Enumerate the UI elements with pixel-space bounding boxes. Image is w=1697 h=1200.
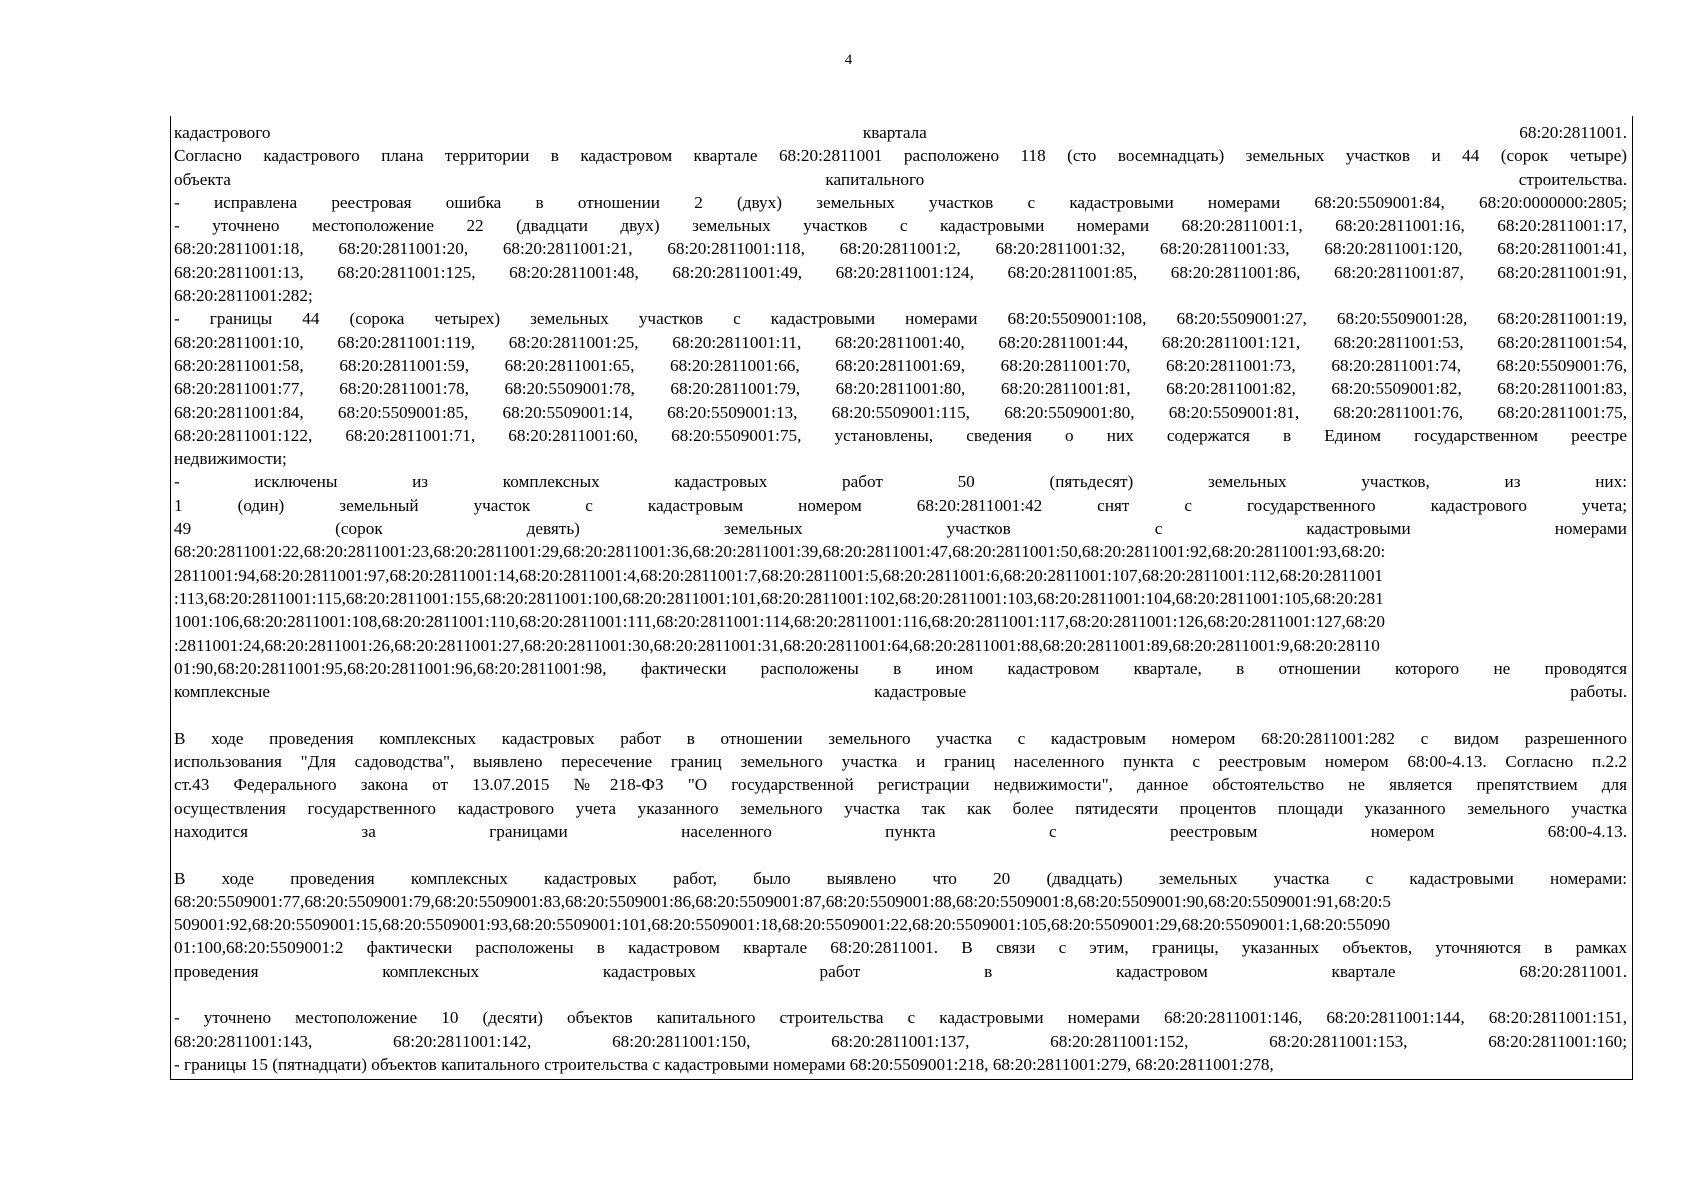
text-line: использования "Для садоводства", выявлено пересечение границ земельного участка и границ населенного пункта с реестровым номером 68:00-4.13. Согласно п.2.2 [174, 752, 1627, 772]
text-line: 1 (один) земельный участок с кадастровым номером 68:20:2811001:42 снят с государственного кадастрового учета; [174, 495, 1627, 515]
text-line: В ходе проведения комплексных кадастровых работ, было выявлено что 20 (двадцать) земельных участка с кадастровыми номерами: [174, 868, 1627, 888]
text-line: кадастрового квартала 68:20:2811001. [174, 123, 1627, 142]
text-line: - границы 44 (сорока четырех) земельных участков с кадастровыми номерами 68:20:5509001:108, 68:20:5509001:27, 68:20:5509001:28, 68:20:2811001:19, [174, 309, 1627, 329]
text-line: - исправлена реестровая ошибка в отношении 2 (двух) земельных участков с кадастровыми номерами 68:20:5509001:84, 68:20:0000000:2805; [174, 192, 1627, 212]
text-line: 68:20:2811001:18, 68:20:2811001:20, 68:20:2811001:21, 68:20:2811001:118, 68:20:2811001:2, 68:20:2811001:32, 68:20:2811001:33, 68:20:2811001:120, 68:20:2811001:41, [174, 239, 1627, 259]
text-line: 509001:92,68:20:5509001:15,68:20:5509001:93,68:20:5509001:101,68:20:5509001:18,68:20:5509001:22,68:20:5509001:105,68:20:5509001:29,68:20:5509001:1,68:20:55090 [174, 915, 1391, 935]
text-line: - уточнено местоположение 22 (двадцати двух) земельных участков с кадастровыми номерами 68:20:2811001:1, 68:20:2811001:16, 68:20:2811001:17, [174, 216, 1627, 236]
text-line: - уточнено местоположение 10 (десяти) объектов капитального строительства с кадастровыми номерами 68:20:2811001:146, 68:20:2811001:144, 68:20:2811001:151, [174, 1008, 1627, 1028]
text-line: - границы 15 (пятнадцати) объектов капитального строительства с кадастровыми номерами 68:20:5509001:218, 68:20:2811001:279, 68:20:2811001:278, [174, 1054, 1274, 1074]
text-line: 01:100,68:20:5509001:2 фактически расположены в кадастровом квартале 68:20:2811001. В связи с этим, границы, указанных объектов, уточняются в рамках [174, 938, 1627, 958]
text-line: 68:20:2811001:77, 68:20:2811001:78, 68:20:5509001:78, 68:20:2811001:79, 68:20:2811001:80, 68:20:2811001:81, 68:20:2811001:82, 68:20:5509001:82, 68:20:2811001:83, [174, 379, 1627, 399]
text-line: 01:90,68:20:2811001:95,68:20:2811001:96,68:20:2811001:98, фактически расположены в ином кадастровом квартале, в отношении которого не проводятся [174, 658, 1627, 678]
text-line: осуществления государственного кадастрового учета указанного земельного участка так как более пятидесяти процентов площади указанного земельного участка [174, 798, 1627, 818]
text-line: недвижимости; [174, 449, 287, 469]
text-line: 68:20:2811001:58, 68:20:2811001:59, 68:20:2811001:65, 68:20:2811001:66, 68:20:2811001:69, 68:20:2811001:70, 68:20:2811001:73, 68:20:2811001:74, 68:20:5509001:76, [174, 355, 1627, 375]
text-line: 68:20:2811001:22,68:20:2811001:23,68:20:2811001:29,68:20:2811001:36,68:20:2811001:39,68:20:2811001:47,68:20:2811001:50,68:20:2811001:92,68:20:2811001:93,68:20: [174, 542, 1386, 562]
text-line: проведения комплексных кадастровых работ в кадастровом квартале 68:20:2811001. [174, 961, 1627, 981]
blank-line [174, 703, 1627, 726]
text-line: комплексные кадастровые работы. [174, 682, 1627, 702]
text-line: 68:20:2811001:10, 68:20:2811001:119, 68:20:2811001:25, 68:20:2811001:11, 68:20:2811001:40, 68:20:2811001:44, 68:20:2811001:121, 68:20:2811001:53, 68:20:2811001:54, [174, 332, 1627, 352]
blank-line [174, 843, 1627, 866]
text-line: - исключены из комплексных кадастровых работ 50 (пятьдесят) земельных участков, из них: [174, 472, 1627, 492]
text-line: Согласно кадастрового плана территории в кадастровом квартале 68:20:2811001 расположено 118 (сто восемнадцать) земельных участков и 44 (сорок четыре) [174, 146, 1627, 166]
text-line: 68:20:2811001:122, 68:20:2811001:71, 68:20:2811001:60, 68:20:5509001:75, установлены, сведения о них содержатся в Едином государственном реестре [174, 425, 1627, 445]
document-body [174, 121, 1627, 1076]
text-line: 68:20:2811001:143, 68:20:2811001:142, 68:20:2811001:150, 68:20:2811001:137, 68:20:2811001:152, 68:20:2811001:153, 68:20:2811001:160; [174, 1031, 1627, 1051]
blank-line [174, 983, 1627, 1006]
text-line: находится за границами населенного пункта с реестровым номером 68:00-4.13. [174, 821, 1627, 841]
text-line: 68:20:2811001:84, 68:20:5509001:85, 68:20:5509001:14, 68:20:5509001:13, 68:20:5509001:115, 68:20:5509001:80, 68:20:5509001:81, 68:20:2811001:76, 68:20:2811001:75, [174, 402, 1627, 422]
text-line: 68:20:2811001:282; [174, 286, 313, 306]
text-line: 68:20:5509001:77,68:20:5509001:79,68:20:5509001:83,68:20:5509001:86,68:20:5509001:87,68:20:5509001:88,68:20:5509001:8,68:20:5509001:90,68:20:5509001:91,68:20:5 [174, 891, 1391, 911]
text-line: :113,68:20:2811001:115,68:20:2811001:155,68:20:2811001:100,68:20:2811001:101,68:20:2811001:102,68:20:2811001:103,68:20:2811001:104,68:20:2811001:105,68:20:281 [174, 588, 1384, 608]
text-line: 1001:106,68:20:2811001:108,68:20:2811001:110,68:20:2811001:111,68:20:2811001:114,68:20:2811001:116,68:20:2811001:117,68:20:2811001:126,68:20:2811001:127,68:20 [174, 612, 1385, 632]
text-line: В ходе проведения комплексных кадастровых работ в отношении земельного участка с кадастровым номером 68:20:2811001:282 с видом разрешенного [174, 728, 1627, 748]
text-line: 68:20:2811001:13, 68:20:2811001:125, 68:20:2811001:48, 68:20:2811001:49, 68:20:2811001:124, 68:20:2811001:85, 68:20:2811001:86, 68:20:2811001:87, 68:20:2811001:91, [174, 262, 1627, 282]
text-line: 2811001:94,68:20:2811001:97,68:20:2811001:14,68:20:2811001:4,68:20:2811001:7,68:20:2811001:5,68:20:2811001:6,68:20:2811001:107,68:20:2811001:112,68:20:2811001 [174, 565, 1384, 585]
text-line: ст.43 Федерального закона от 13.07.2015 №218-ФЗ "О государственной регистрации недвижимости", данное обстоятельство не является препятствием для [174, 775, 1627, 795]
text-line: :2811001:24,68:20:2811001:26,68:20:2811001:27,68:20:2811001:30,68:20:2811001:31,68:20:2811001:64,68:20:2811001:88,68:20:2811001:89,68:20:2811001:9,68:20:28110 [174, 635, 1380, 655]
text-line: 49 (сорок девять) земельных участков с кадастровыми номерами [174, 519, 1627, 539]
page-number: 4 [844, 52, 853, 68]
text-line: объекта капитального строительства. [174, 169, 1627, 189]
